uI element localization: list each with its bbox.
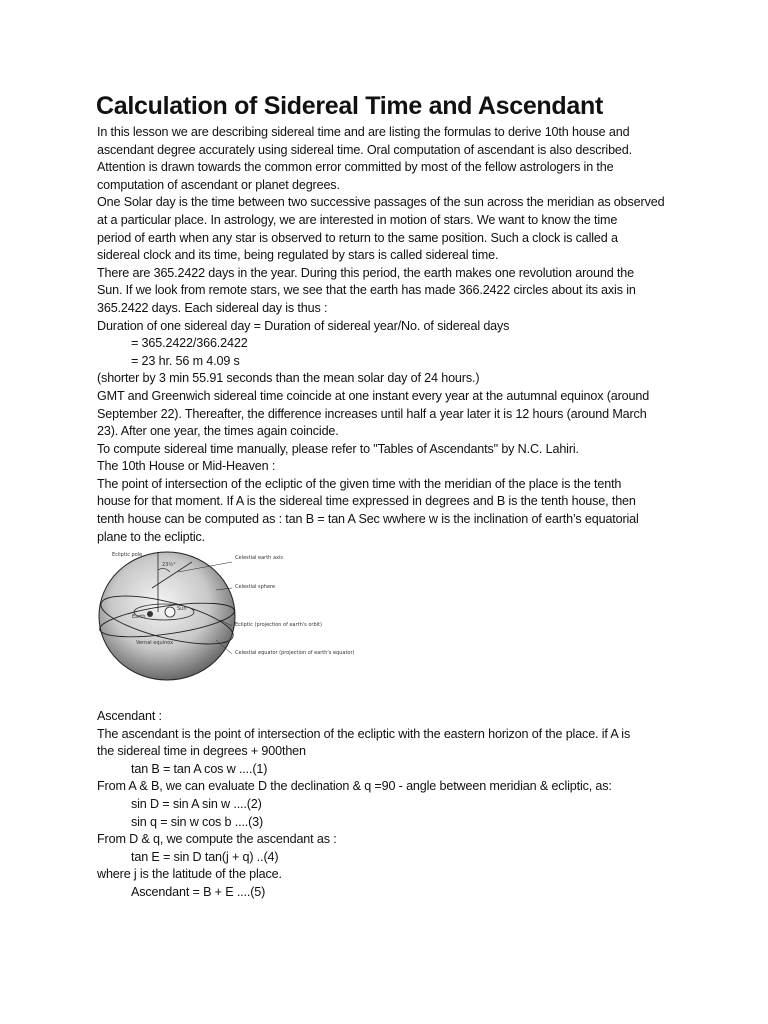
page-title: Calculation of Sidereal Time and Ascendant [96, 92, 603, 120]
text-line: One Solar day is the time between two successive passages of the sun across the meridian as observed [97, 195, 665, 210]
earth-shape [147, 611, 153, 617]
text-line: In this lesson we are describing sidereal time and are listing the formulas to derive 10th house and [97, 125, 630, 139]
text-line: 365.2422 days. Each sidereal day is thus : [97, 300, 328, 315]
text-line: computation of ascendant or planet degrees. [97, 177, 340, 192]
formula-4: tan E = sin D tan(j + q) ..(4) [131, 849, 279, 864]
text-line: The point of intersection of the ecliptic of the given time with the meridian of the place is the tenth [97, 476, 622, 491]
text-line: Duration of one sidereal day = Duration of sidereal year/No. of sidereal days [97, 318, 510, 333]
section-heading-tenth-house: The 10th House or Mid-Heaven : [97, 459, 276, 474]
sun-label: Sun [177, 606, 187, 612]
formula-line: = 23 hr. 56 m 4.09 s [131, 353, 240, 368]
formula-5: Ascendant = B + E ....(5) [131, 884, 266, 899]
formula-2: sin D = sin A sin w ....(2) [131, 796, 262, 811]
text-line: Sun. If we look from remote stars, we see that the earth has made 366.2422 circles about its axis in [97, 283, 636, 298]
text-line: where j is the latitude of the place. [97, 867, 282, 882]
intro-text-block [97, 124, 687, 546]
celestial-sphere-diagram [92, 548, 355, 688]
text-line: To compute sidereal time manually, please refer to "Tables of Ascendants" by N.C. Lahiri. [97, 441, 579, 456]
angle-label: 23½° [162, 562, 176, 568]
text-line: at a particular place. In astrology, we are interested in motion of stars. We want to know the time [97, 212, 618, 227]
sun-shape [165, 607, 175, 617]
text-line: (shorter by 3 min 55.91 seconds than the mean solar day of 24 hours.) [97, 371, 480, 386]
celestial-sphere-label: Celestial sphere [235, 584, 276, 590]
text-line: house for that moment. If A is the sidereal time expressed in degrees and B is the tenth house, then [97, 494, 636, 509]
ecliptic-pole-label: Ecliptic pole [112, 552, 143, 558]
celestial-sphere-figure [92, 548, 355, 688]
text-line: Attention is drawn towards the common error committed by most of the fellow astrologers in the [97, 160, 614, 175]
text-line: GMT and Greenwich sidereal time coincide at one instant every year at the autumnal equinox (around [97, 388, 650, 403]
text-line: plane to the ecliptic. [97, 529, 206, 544]
text-line: From D & q, we compute the ascendant as : [97, 832, 337, 847]
text-line: tenth house can be computed as : tan B = tan A Sec wwhere w is the inclination of earth’s equatorial [97, 512, 639, 527]
ecliptic-label: Ecliptic (projection of earth's orbit) [235, 622, 322, 628]
formula-3: sin q = sin w cos b ....(3) [131, 814, 264, 829]
text-line: period of earth when any star is observed to return to the same position. Such a clock is called a [97, 230, 618, 245]
formula-line: = 365.2422/366.2422 [131, 336, 248, 351]
text-line: 23). After one year, the times again coincide. [97, 424, 339, 439]
text-line: The ascendant is the point of intersection of the ecliptic with the eastern horizon of the place. if A is [97, 726, 631, 741]
equinox-label: Vernal equinox [136, 640, 174, 646]
formula-1: tan B = tan A cos w ....(1) [131, 761, 268, 776]
section-heading-ascendant: Ascendant : [97, 709, 162, 723]
celestial-equator-label: Celestial equator (projection of earth's equator) [235, 650, 355, 656]
text-line: From A & B, we can evaluate D the declination & q =90 - angle between meridian & ecliptic, as: [97, 779, 612, 794]
text-line: sidereal clock and its time, being regulated by stars is called sidereal time. [97, 248, 499, 263]
text-line: September 22). Thereafter, the difference increases until half a year later it is 12 hours (around March [97, 406, 647, 421]
ascendant-text-block [97, 708, 687, 902]
celestial-earth-axis-label: Celestial earth axis [235, 555, 283, 561]
text-line: the sidereal time in degrees + 900then [97, 744, 306, 759]
earth-label: Earth [132, 614, 146, 620]
text-line: There are 365.2422 days in the year. During this period, the earth makes one revolution around the [97, 265, 634, 280]
text-line: ascendant degree accurately using sidereal time. Oral computation of ascendant is also described. [97, 142, 632, 157]
